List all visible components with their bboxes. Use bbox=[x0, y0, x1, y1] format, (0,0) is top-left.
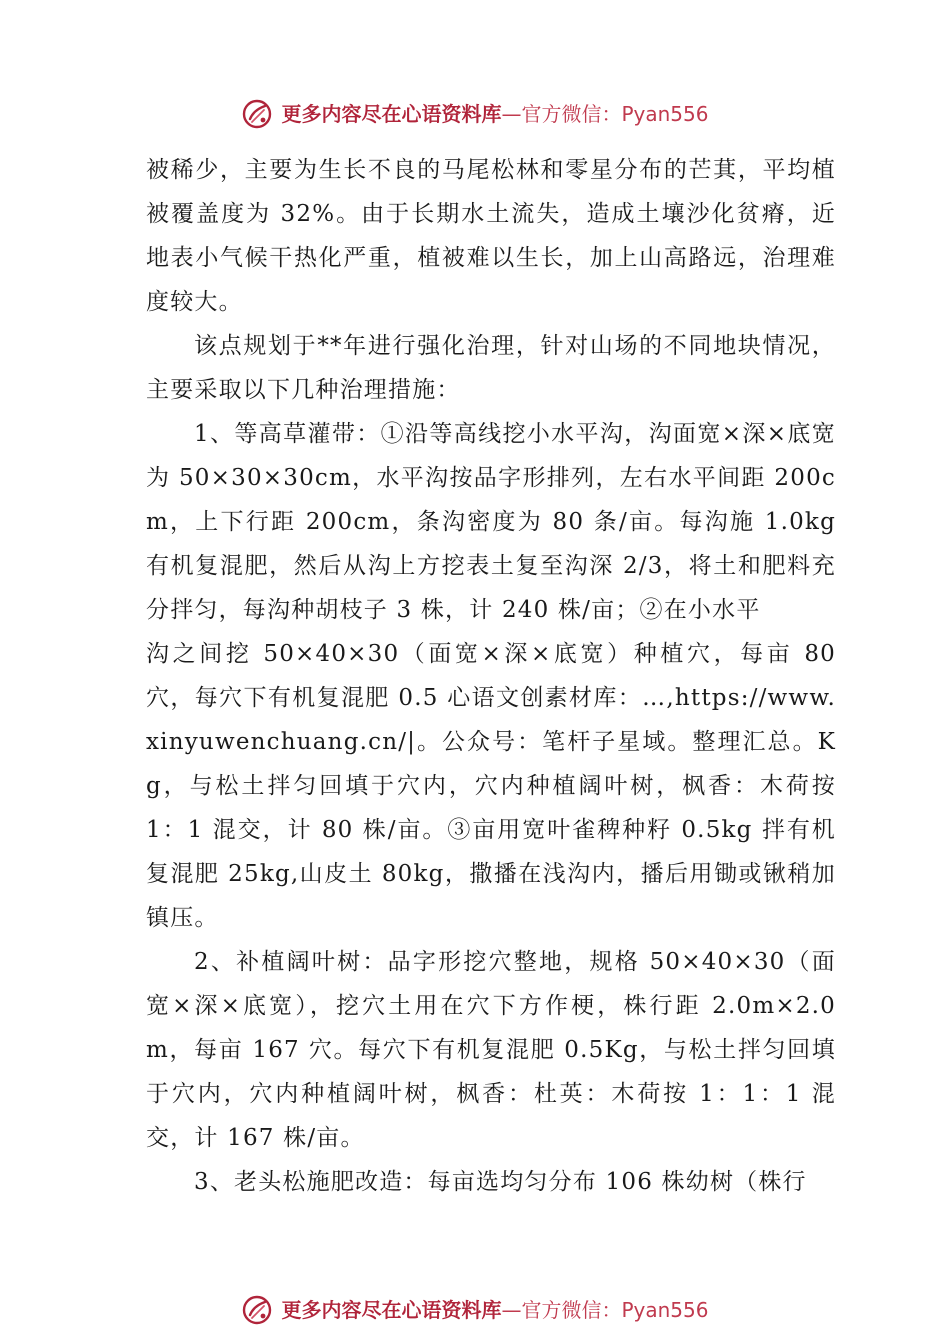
watermark-wechat: 官方微信：Pyan556 bbox=[521, 1298, 709, 1322]
watermark-brand: 更多内容尽在心语资料库 bbox=[281, 1298, 502, 1322]
paragraph: 3、老头松施肥改造：每亩选均匀分布 106 株幼树（株行 bbox=[194, 1169, 807, 1195]
paragraph: 沟之间挖 50×40×30（面宽×深×底宽）种植穴，每亩 80 穴，每穴下有机复混肥 0.5 心语文创素材库：…,https://www.xinyuwenchuang.cn/|。公众号：笔杆子星域。整理汇总。Kg，与松土拌匀回填于穴内，穴内种植阔叶树，枫香：木荷按 1：1 混交，计 80 株/亩。③亩用宽叶雀稗种籽 0.5kg 拌有机复混肥 25kg,山皮土 80kg，撒播在浅沟内，播后用锄或锹稍加镇压。 bbox=[146, 641, 836, 931]
header-watermark bbox=[0, 94, 950, 134]
watermark-wechat: 官方微信：Pyan556 bbox=[521, 102, 709, 126]
paragraph: 2、补植阔叶树：品字形挖穴整地，规格 50×40×30（面宽×深×底宽），挖穴土用在穴下方作梗，株行距 2.0m×2.0m，每亩 167 穴。每穴下有机复混肥 0.5Kg，与松土拌匀回填于穴内，穴内种植阔叶树，枫香：杜英：木荷按 1：1：1 混交，计 167 株/亩。 bbox=[146, 949, 836, 1151]
watermark-text bbox=[281, 1300, 708, 1320]
brand-logo-icon bbox=[241, 1294, 273, 1326]
watermark-text bbox=[281, 104, 708, 124]
watermark-separator: — bbox=[501, 102, 522, 126]
paragraph: 被稀少，主要为生长不良的马尾松林和零星分布的芒萁，平均植被覆盖度为 32%。由于长期水土流失，造成土壤沙化贫瘠，近地表小气候干热化严重，植被难以生长，加上山高路远，治理难度较大。 bbox=[146, 157, 836, 315]
document-body bbox=[146, 148, 836, 1204]
watermark-separator: — bbox=[501, 1298, 522, 1322]
footer-watermark bbox=[0, 1290, 950, 1330]
watermark-brand: 更多内容尽在心语资料库 bbox=[281, 102, 502, 126]
paragraph: 1、等高草灌带：①沿等高线挖小水平沟，沟面宽×深×底宽为 50×30×30cm，水平沟按品字形排列，左右水平间距 200cm，上下行距 200cm，条沟密度为 80 条/亩。每沟施 1.0kg 有机复混肥，然后从沟上方挖表土复至沟深 2/3，将土和肥料充分拌匀，每沟种胡枝子 3 株，计 240 株/亩；②在小水平 bbox=[146, 421, 836, 623]
brand-logo-icon bbox=[241, 98, 273, 130]
paragraph: 该点规划于**年进行强化治理，针对山场的不同地块情况，主要采取以下几种治理措施： bbox=[146, 333, 836, 403]
